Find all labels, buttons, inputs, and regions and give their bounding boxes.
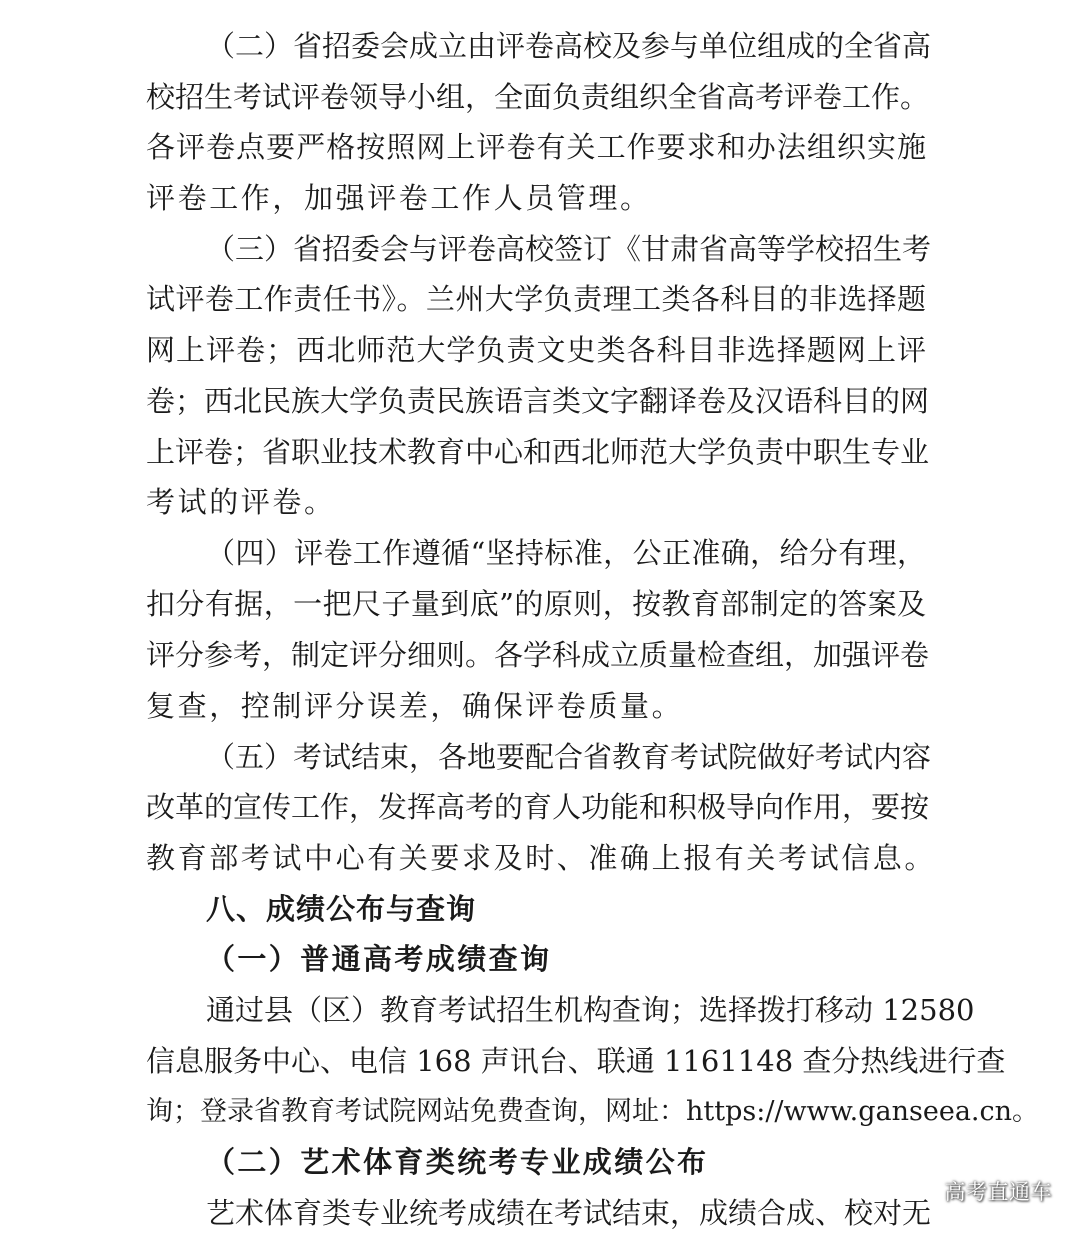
paragraph-line: 通过县（区）教育考试招生机构查询；选择拨打移动 12580 <box>206 993 975 1027</box>
paragraph-line: 上评卷；省职业技术教育中心和西北师范大学负责中职生专业 <box>146 435 930 469</box>
paragraph-line: 网上评卷；西北师范大学负责文史类各科目非选择题网上评 <box>146 333 926 367</box>
paragraph-line: （三）省招委会与评卷高校签订《甘肃省高等学校招生考 <box>206 232 932 266</box>
sub-heading: （一）普通高考成绩查询 <box>206 942 552 976</box>
watermark-text: 高考直通车 <box>944 1180 1052 1204</box>
paragraph-line: 教育部考试中心有关要求及时、准确上报有关考试信息。 <box>146 841 937 875</box>
paragraph-line: 询；登录省教育考试院网站免费查询，网址：https://www.ganseea.cn。 <box>146 1096 1040 1127</box>
sub-heading: （二）艺术体育类统考专业成绩公布 <box>206 1145 709 1179</box>
paragraph-line: 评卷工作，加强评卷工作人员管理。 <box>146 181 652 215</box>
section-heading: 八、成绩公布与查询 <box>206 892 477 926</box>
paragraph-line: 复查，控制评分误差，确保评卷质量。 <box>146 689 684 723</box>
paragraph-line: 艺术体育类专业统考成绩在考试结束，成绩合成、校对无 <box>206 1196 932 1230</box>
paragraph-line: （四）评卷工作遵循“坚持标准，公正准确，给分有理， <box>206 536 926 570</box>
paragraph-line: 卷；西北民族大学负责民族语言类文字翻译卷及汉语科目的网 <box>146 384 930 418</box>
paragraph-line: 扣分有据，一把尺子量到底”的原则，按教育部制定的答案及 <box>146 587 926 621</box>
paragraph-line: （五）考试结束，各地要配合省教育考试院做好考试内容 <box>206 740 932 774</box>
paragraph-line: 校招生考试评卷领导小组，全面负责组织全省高考评卷工作。 <box>146 80 930 114</box>
paragraph-line: 考试的评卷。 <box>146 485 336 519</box>
paragraph-line: 改革的宣传工作，发挥高考的育人功能和积极导向作用，要按 <box>146 790 930 824</box>
paragraph-line: 评分参考，制定评分细则。各学科成立质量检查组，加强评卷 <box>146 638 930 672</box>
paragraph-line: 试评卷工作责任书》。兰州大学负责理工类各科目的非选择题 <box>146 282 926 316</box>
paragraph-line: 信息服务中心、电信 168 声讯台、联通 1161148 查分热线进行查 <box>146 1044 1006 1078</box>
paragraph-line: 各评卷点要严格按照网上评卷有关工作要求和办法组织实施 <box>146 130 926 164</box>
paragraph-line: （二）省招委会成立由评卷高校及参与单位组成的全省高 <box>206 29 932 63</box>
